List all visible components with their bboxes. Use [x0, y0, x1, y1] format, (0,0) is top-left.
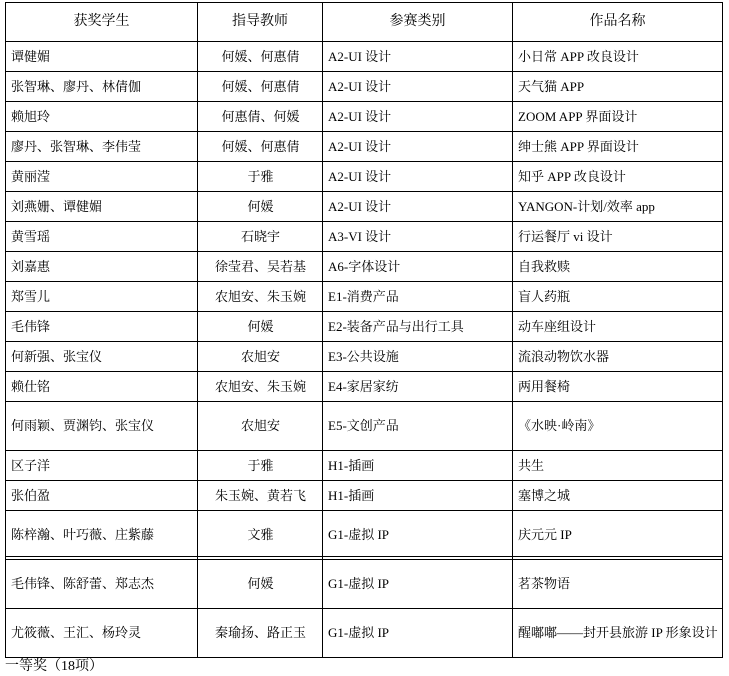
table-row: [6, 402, 723, 451]
cell-student: 区子洋: [6, 451, 198, 481]
table-header-row: [6, 3, 723, 42]
column-header-teacher: 指导教师: [198, 3, 323, 42]
cell-student: 张伯盈: [6, 481, 198, 511]
cell-work: 塞博之城: [513, 481, 723, 511]
cell-category: E3-公共设施: [323, 342, 513, 372]
cell-teacher: 石晓宇: [198, 222, 323, 252]
cell-work: 天气猫 APP: [513, 72, 723, 102]
table-row: [6, 481, 723, 511]
cell-teacher: 何媛、何惠倩: [198, 132, 323, 162]
table-body: [6, 42, 723, 658]
cell-category: G1-虚拟 IP: [323, 511, 513, 560]
cell-student: 郑雪儿: [6, 282, 198, 312]
cell-teacher: 朱玉婉、黄若飞: [198, 481, 323, 511]
table-row: [6, 132, 723, 162]
cell-category: H1-插画: [323, 451, 513, 481]
cell-work: 《水映·岭南》: [513, 402, 723, 451]
table-row: [6, 372, 723, 402]
table-row: [6, 102, 723, 132]
table-row: [6, 42, 723, 72]
cell-category: A2-UI 设计: [323, 192, 513, 222]
cell-category: G1-虚拟 IP: [323, 560, 513, 609]
cell-category: E5-文创产品: [323, 402, 513, 451]
table-row: [6, 511, 723, 560]
cell-work: 行运餐厅 vi 设计: [513, 222, 723, 252]
cell-student: 陈梓瀚、叶巧薇、庄紫藤: [6, 511, 198, 560]
cell-student: 何新强、张宝仪: [6, 342, 198, 372]
cell-student: 刘燕姗、谭健媚: [6, 192, 198, 222]
cell-teacher: 农旭安: [198, 342, 323, 372]
table-row: [6, 282, 723, 312]
cell-student: 黄丽滢: [6, 162, 198, 192]
cell-category: E1-消费产品: [323, 282, 513, 312]
cell-teacher: 于雅: [198, 451, 323, 481]
column-header-category: 参赛类别: [323, 3, 513, 42]
cell-work: 共生: [513, 451, 723, 481]
cell-teacher: 何媛、何惠倩: [198, 42, 323, 72]
cell-student: 张智琳、廖丹、林倩伽: [6, 72, 198, 102]
cell-teacher: 秦瑜扬、路正玉: [198, 609, 323, 658]
cell-teacher: 徐莹君、吴若基: [198, 252, 323, 282]
cell-teacher: 于雅: [198, 162, 323, 192]
cell-teacher: 农旭安、朱玉婉: [198, 372, 323, 402]
cell-category: A2-UI 设计: [323, 42, 513, 72]
table-row: [6, 451, 723, 481]
table-row: [6, 252, 723, 282]
table-row: [6, 162, 723, 192]
column-header-student: 获奖学生: [6, 3, 198, 42]
cell-category: H1-插画: [323, 481, 513, 511]
cell-category: A2-UI 设计: [323, 162, 513, 192]
cell-student: 刘嘉惠: [6, 252, 198, 282]
cell-work: 绅士熊 APP 界面设计: [513, 132, 723, 162]
cell-student: 廖丹、张智琳、李伟莹: [6, 132, 198, 162]
table-row: [6, 342, 723, 372]
cell-work: ZOOM APP 界面设计: [513, 102, 723, 132]
cell-work: YANGON-计划/效率 app: [513, 192, 723, 222]
cell-work: 自我救赎: [513, 252, 723, 282]
table-row: [6, 609, 723, 658]
cell-work: 流浪动物饮水器: [513, 342, 723, 372]
table-row: [6, 560, 723, 609]
cell-category: A2-UI 设计: [323, 102, 513, 132]
cell-student: 何雨颖、贾渊钧、张宝仪: [6, 402, 198, 451]
table-header: [6, 3, 723, 42]
column-header-work: 作品名称: [513, 3, 723, 42]
cell-teacher: 文雅: [198, 511, 323, 560]
cell-student: 尤筱薇、王汇、杨玲灵: [6, 609, 198, 658]
table-row: [6, 312, 723, 342]
cell-category: A6-字体设计: [323, 252, 513, 282]
cell-student: 毛伟锋、陈舒蕾、郑志杰: [6, 560, 198, 609]
cell-work: 小日常 APP 改良设计: [513, 42, 723, 72]
cell-teacher: 何媛、何惠倩: [198, 72, 323, 102]
cell-student: 谭健媚: [6, 42, 198, 72]
award-list-document: [0, 2, 729, 674]
cell-teacher: 何媛: [198, 192, 323, 222]
cell-teacher: 何媛: [198, 312, 323, 342]
cell-work: 盲人药瓶: [513, 282, 723, 312]
award-summary-label: 一等奖（18项）: [5, 659, 103, 674]
cell-work: 两用餐椅: [513, 372, 723, 402]
cell-teacher: 农旭安、朱玉婉: [198, 282, 323, 312]
cell-student: 毛伟锋: [6, 312, 198, 342]
cell-category: G1-虚拟 IP: [323, 609, 513, 658]
table-row: [6, 222, 723, 252]
cell-work: 知乎 APP 改良设计: [513, 162, 723, 192]
cell-category: E4-家居家纺: [323, 372, 513, 402]
cell-category: A2-UI 设计: [323, 132, 513, 162]
cell-work: 动车座组设计: [513, 312, 723, 342]
cell-student: 赖仕铭: [6, 372, 198, 402]
cell-work: 醒嘟嘟——封开县旅游 IP 形象设计: [513, 609, 723, 658]
cell-category: A2-UI 设计: [323, 72, 513, 102]
cell-work: 庆元元 IP: [513, 511, 723, 560]
cell-teacher: 何惠倩、何媛: [198, 102, 323, 132]
award-table: [5, 2, 723, 658]
cell-teacher: 农旭安: [198, 402, 323, 451]
cell-category: E2-装备产品与出行工具: [323, 312, 513, 342]
table-row: [6, 72, 723, 102]
cell-teacher: 何媛: [198, 560, 323, 609]
cell-student: 赖旭玲: [6, 102, 198, 132]
cell-student: 黄雪瑶: [6, 222, 198, 252]
cell-category: A3-VI 设计: [323, 222, 513, 252]
table-row: [6, 192, 723, 222]
cell-work: 茗茶物语: [513, 560, 723, 609]
